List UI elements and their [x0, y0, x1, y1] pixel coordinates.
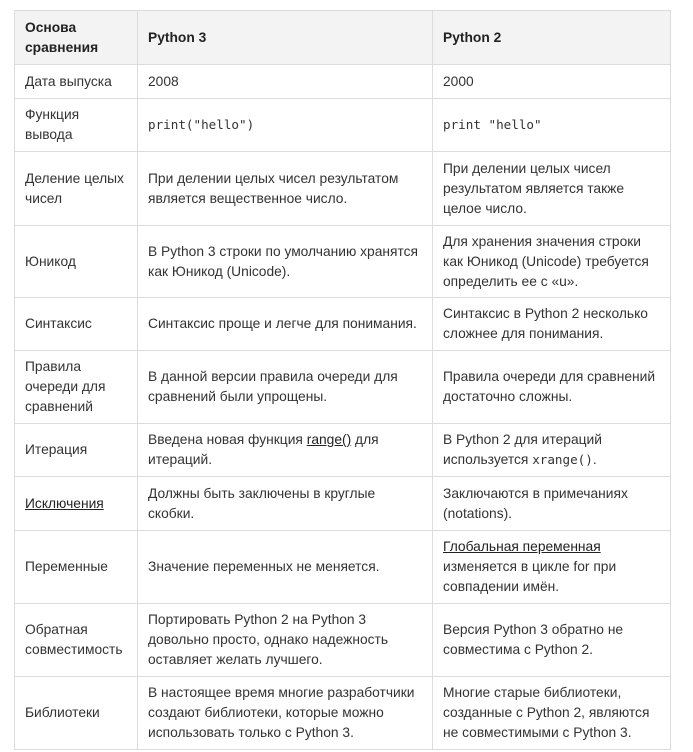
cell-text: Введена новая функция	[148, 432, 307, 447]
table-row	[15, 351, 671, 424]
table-row	[15, 152, 671, 226]
row-python2-cell: Заключаются в примечаниях (notations).	[433, 477, 671, 531]
row-python2-cell	[433, 99, 671, 152]
row-python2-cell: Правила очереди для сравнений достаточно сложны.	[433, 351, 671, 424]
row-python3-cell: 2008	[138, 65, 433, 99]
row-python2-cell: 2000	[433, 65, 671, 99]
row-basis: Функция вывода	[15, 99, 138, 152]
table-row	[15, 99, 671, 152]
row-basis	[15, 477, 138, 531]
comparison-table-wrapper	[14, 10, 670, 750]
row-python3-cell	[138, 424, 433, 477]
row-python3-cell: Портировать Python 2 на Python 3 довольно просто, однако надежность оставляет желать лучшего.	[138, 604, 433, 677]
table-row	[15, 604, 671, 677]
row-python2-cell	[433, 424, 671, 477]
row-python3-cell: В данной версии правила очереди для сравнений были упрощены.	[138, 351, 433, 424]
row-basis: Обратная совместимость	[15, 604, 138, 677]
table-row	[15, 677, 671, 750]
row-basis: Синтаксис	[15, 298, 138, 351]
row-python2-cell: Для хранения значения строки как Юникод (Unicode) требуется определить ее с «u».	[433, 226, 671, 298]
row-python2-cell: При делении целых чисел результатом является также целое число.	[433, 152, 671, 226]
table-row	[15, 424, 671, 477]
row-python2-cell: Версия Python 3 обратно не совместима с Python 2.	[433, 604, 671, 677]
header-python2: Python 2	[433, 11, 671, 65]
row-python3-cell: При делении целых чисел результатом является вещественное число.	[138, 152, 433, 226]
cell-text: .	[592, 452, 597, 467]
cell-text: В Python 2 для итераций используется	[443, 432, 602, 467]
code-snippet: print("hello")	[148, 117, 255, 132]
range-function-link[interactable]: range()	[306, 432, 352, 447]
cell-text: изменяется в цикле for при совпадении имён.	[443, 559, 617, 594]
row-basis: Деление целых чисел	[15, 152, 138, 226]
table-row	[15, 477, 671, 531]
row-basis: Дата выпуска	[15, 65, 138, 99]
code-snippet: xrange()	[532, 452, 593, 467]
row-basis: Библиотеки	[15, 677, 138, 750]
row-python3-cell: Значение переменных не меняется.	[138, 531, 433, 604]
comparison-table	[14, 10, 671, 750]
row-python3-cell	[138, 99, 433, 152]
table-header-row	[15, 11, 671, 65]
table-row	[15, 65, 671, 99]
header-basis: Основа сравнения	[15, 11, 138, 65]
exceptions-link[interactable]: Исключения	[25, 495, 104, 511]
global-variable-link[interactable]: Глобальная переменная	[443, 539, 601, 554]
row-python2-cell: Многие старые библиотеки, созданные с Python 2, являются не совместимыми с Python 3.	[433, 677, 671, 750]
row-python3-cell: Должны быть заключены в круглые скобки.	[138, 477, 433, 531]
table-row	[15, 226, 671, 298]
row-python3-cell: Синтаксис проще и легче для понимания.	[138, 298, 433, 351]
row-basis: Итерация	[15, 424, 138, 477]
row-python2-cell: Синтаксис в Python 2 несколько сложнее для понимания.	[433, 298, 671, 351]
row-python3-cell: В Python 3 строки по умолчанию хранятся как Юникод (Unicode).	[138, 226, 433, 298]
table-row	[15, 531, 671, 604]
row-basis: Переменные	[15, 531, 138, 604]
row-python2-cell	[433, 531, 671, 604]
row-basis: Юникод	[15, 226, 138, 298]
row-basis: Правила очереди для сравнений	[15, 351, 138, 424]
cell-text: для итераций.	[148, 432, 379, 467]
table-row	[15, 298, 671, 351]
code-snippet: print "hello"	[443, 117, 542, 132]
header-python3: Python 3	[138, 11, 433, 65]
row-python3-cell: В настоящее время многие разработчики создают библиотеки, которые можно использовать только с Python 3.	[138, 677, 433, 750]
